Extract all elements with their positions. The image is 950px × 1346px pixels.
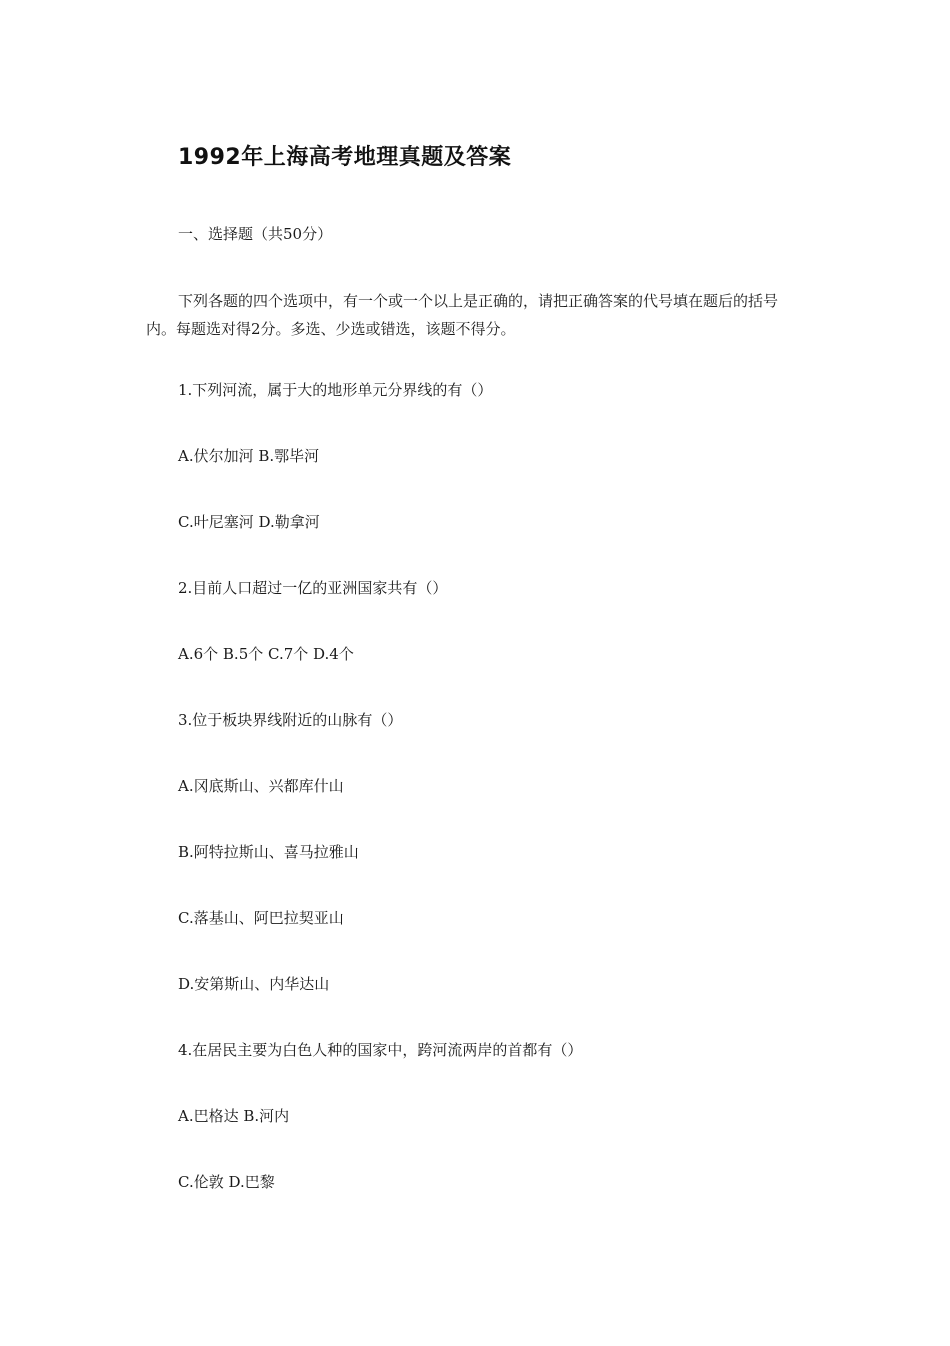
instructions-paragraph: 下列各题的四个选项中，有一个或一个以上是正确的，请把正确答案的代号填在题后的括号内。每题选对得2分。多选、少选或错选，该题不得分。 [146,292,779,338]
question-4-options-cd: C.伦敦 D.巴黎 [178,1173,275,1191]
question-3-option-c: C.落基山、阿巴拉契亚山 [178,909,344,927]
question-4-stem: 4.在居民主要为白色人种的国家中，跨河流两岸的首都有（） [178,1041,583,1059]
question-1-stem: 1.下列河流，属于大的地形单元分界线的有（） [178,381,493,399]
question-3-option-b: B.阿特拉斯山、喜马拉雅山 [178,843,359,861]
question-2-stem: 2.目前人口超过一亿的亚洲国家共有（） [178,579,448,597]
question-3-option-a: A.冈底斯山、兴都库什山 [178,777,344,795]
question-3-stem: 3.位于板块界线附近的山脉有（） [178,711,403,729]
question-1-options-ab: A.伏尔加河 B.鄂毕河 [178,447,320,465]
question-1-options-cd: C.叶尼塞河 D.勒拿河 [178,513,320,531]
document-title: 1992年上海高考地理真题及答案 [178,145,512,170]
question-4-options-ab: A.巴格达 B.河内 [178,1107,290,1125]
question-2-options: A.6个 B.5个 C.7个 D.4个 [178,645,354,663]
question-3-option-d: D.安第斯山、内华达山 [178,975,330,993]
section-heading: 一、选择题（共50分） [178,225,333,243]
